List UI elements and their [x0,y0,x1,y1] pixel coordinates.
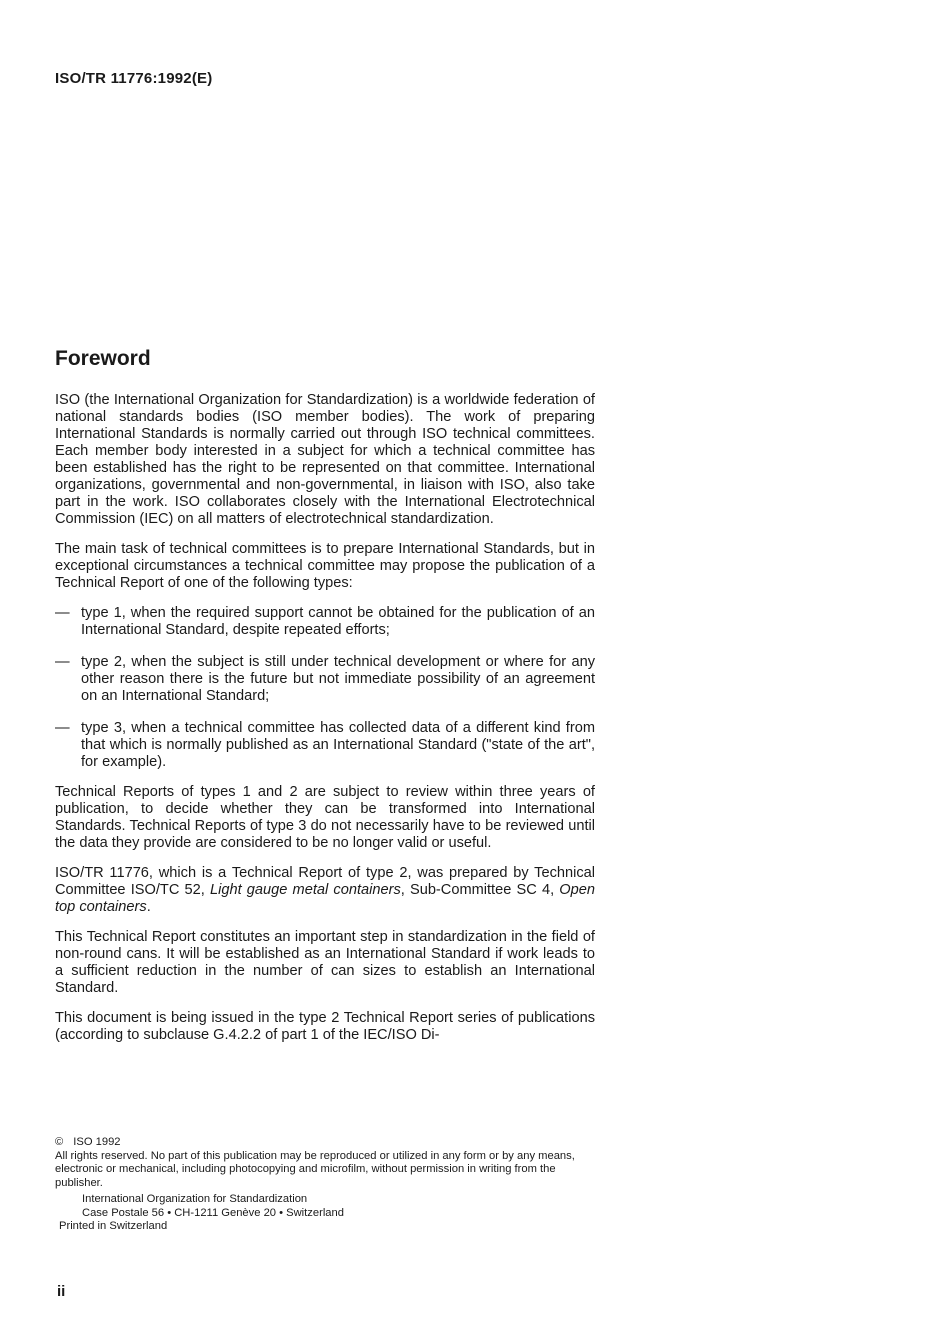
rights-notice: All rights reserved. No part of this publication may be reproduced or utilized in any form or by any means, electronic or mechanical, including photocopying and microfilm, without permission in writing from the publisher. [55,1149,575,1189]
text-run: ISO/TR 11776, which is a Technical Report of type 2, was prepared by Technical Committee ISO/TC 52, [55,865,595,898]
publisher-name: International Organization for Standardization [82,1193,308,1205]
page-number: ii [57,1283,66,1300]
list-item [55,654,595,705]
text-run: . [146,899,151,915]
list-item-text: type 1, when the required support cannot be obtained for the publication of an International Standard, despite repeated efforts; [81,605,595,638]
text-run: , Sub-Committee SC 4, [400,882,560,898]
paragraph-importance: This Technical Report constitutes an important step in standardization in the field of non-round cans. It will be established as an International Standard if work leads to a sufficient reduction in the number of can sizes to establish an International Standard. [55,929,595,996]
copyright-icon: © [55,1136,64,1148]
list-item-text: type 3, when a technical committee has collected data of a different kind from that which is normally published as an International Standard ("state of the art", for example). [81,720,595,770]
paragraph-review: Technical Reports of types 1 and 2 are subject to review within three years of publication, to decide whether they can be transformed into International Standards. Technical Reports of type 3 do not necessarily have to be reviewed until the data they provide are considered to be no longer valid or useful. [55,784,595,851]
printed-in: Printed in Switzerland [59,1220,168,1232]
publisher-address [55,1193,600,1220]
list-item [55,720,595,771]
section-title: Foreword [55,347,151,370]
list-dash: — [55,654,70,670]
copyright-line [55,1136,600,1150]
committee-name: Light gauge metal containers [210,882,401,898]
paragraph-issuance: This document is being issued in the type 2 Technical Report series of publications (according to subclause G.4.2.2 of part 1 of the IEC/ISO Di- [55,1010,595,1043]
list-item-text: type 2, when the subject is still under technical development or where for any other reason there is the future but not immediate possibility of an agreement on an International Standard; [81,654,595,704]
paragraph-preparation [55,865,595,916]
report-types-list [55,605,595,771]
postal-address: Case Postale 56 • CH-1211 Genève 20 • Switzerland [82,1206,344,1219]
subcommittee-name: Open top containers [55,882,595,915]
paragraph-committee-task: The main task of technical committees is to prepare International Standards, but in exceptional circumstances a technical committee may propose the publication of a Technical Report of one of the following types: [55,541,595,591]
document-header-id: ISO/TR 11776:1992(E) [55,70,213,87]
foreword-body [55,392,595,1057]
copyright-block [55,1136,600,1234]
copyright-text: ISO 1992 [73,1136,121,1148]
list-item [55,605,595,639]
paragraph-iso-intro: ISO (the International Organization for Standardization) is a worldwide federation of national standards bodies (ISO member bodies). The work of preparing International Standards is normally carried out through ISO technical committees. Each member body interested in a subject for which a technical committee has been established has the right to be represented on that committee. International organizations, governmental and non-governmental, in liaison with ISO, also take part in the work. ISO collaborates closely with the International Electrotechnical Commission (IEC) on all matters of electrotechnical standardization. [55,392,595,527]
list-dash: — [55,605,70,621]
list-dash: — [55,720,70,736]
